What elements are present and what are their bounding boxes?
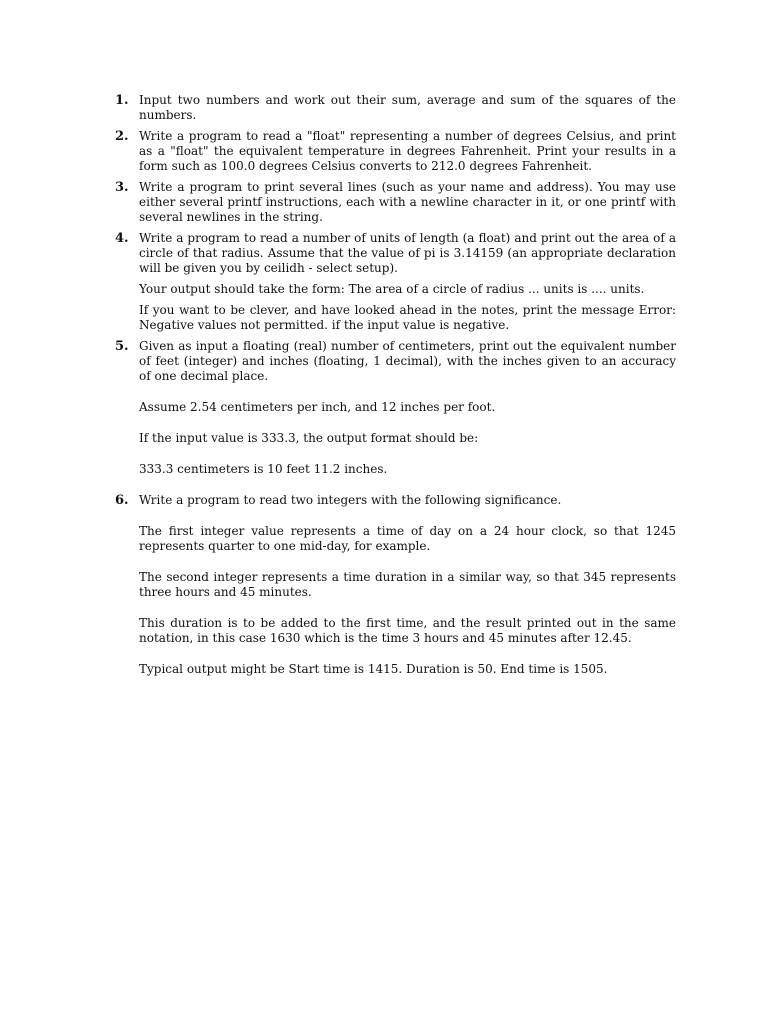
exercise-paragraph: Write a program to read two integers with the following significance. — [139, 493, 562, 507]
exercise-paragraph: This duration is to be added to the first time, and the result printed out in the same notation, in this case 1630 which is the time 3 hours and 45 minutes after 12.45. — [139, 616, 676, 645]
exercise-paragraph: Input two numbers and work out their sum, average and sum of the squares of the numbers. — [139, 93, 676, 122]
exercise-number: 6. — [115, 493, 129, 508]
exercise-number: 3. — [115, 180, 129, 195]
exercise-paragraph: Typical output might be Start time is 1415. Duration is 50. End time is 1505. — [139, 662, 608, 676]
exercise-item-1 — [112, 93, 676, 123]
exercise-item-3 — [112, 180, 676, 225]
exercise-item-2 — [112, 129, 676, 174]
exercise-paragraph: Write a program to read a number of units of length (a float) and print out the area of a circle of that radius. Assume that the value of pi is 3.14159 (an appropriate declaration will be given you by ceilidh - select setup). — [139, 231, 676, 275]
exercise-number: 5. — [115, 339, 129, 354]
exercise-paragraph: Assume 2.54 centimeters per inch, and 12 inches per foot. — [139, 400, 496, 414]
exercise-item-4 — [112, 231, 676, 333]
exercise-paragraph: The second integer represents a time duration in a similar way, so that 345 represents three hours and 45 minutes. — [139, 570, 676, 599]
exercise-paragraph: Given as input a floating (real) number of centimeters, print out the equivalent number of feet (integer) and inches (floating, 1 decimal), with the inches given to an accuracy of one decimal place. — [139, 339, 676, 383]
exercise-number: 2. — [115, 129, 129, 144]
exercise-paragraph: If the input value is 333.3, the output format should be: — [139, 431, 479, 445]
exercise-paragraph: The first integer value represents a time of day on a 24 hour clock, so that 1245 represents quarter to one mid-day, for example. — [139, 524, 676, 553]
exercise-paragraph: If you want to be clever, and have looked ahead in the notes, print the message Error: Negative values not permitted. if the input value is negative. — [139, 303, 676, 332]
exercise-paragraph: Your output should take the form: The area of a circle of radius ... units is .... units. — [139, 282, 645, 296]
exercise-paragraph: Write a program to read a "float" representing a number of degrees Celsius, and print as a "float" the equivalent temperature in degrees Fahrenheit. Print your results in a form such as 100.0 degrees Celsius converts to 212.0 degrees Fahrenheit. — [139, 129, 676, 173]
exercise-paragraph: Write a program to print several lines (such as your name and address). You may use either several printf instructions, each with a newline character in it, or one printf with several newlines in the string. — [139, 180, 676, 224]
exercise-paragraph: 333.3 centimeters is 10 feet 11.2 inches. — [139, 462, 388, 476]
exercise-item-5 — [112, 339, 676, 477]
exercise-number: 4. — [115, 231, 129, 246]
exercise-number: 1. — [115, 93, 129, 108]
exercise-list — [112, 93, 676, 683]
exercise-item-6 — [112, 493, 676, 677]
